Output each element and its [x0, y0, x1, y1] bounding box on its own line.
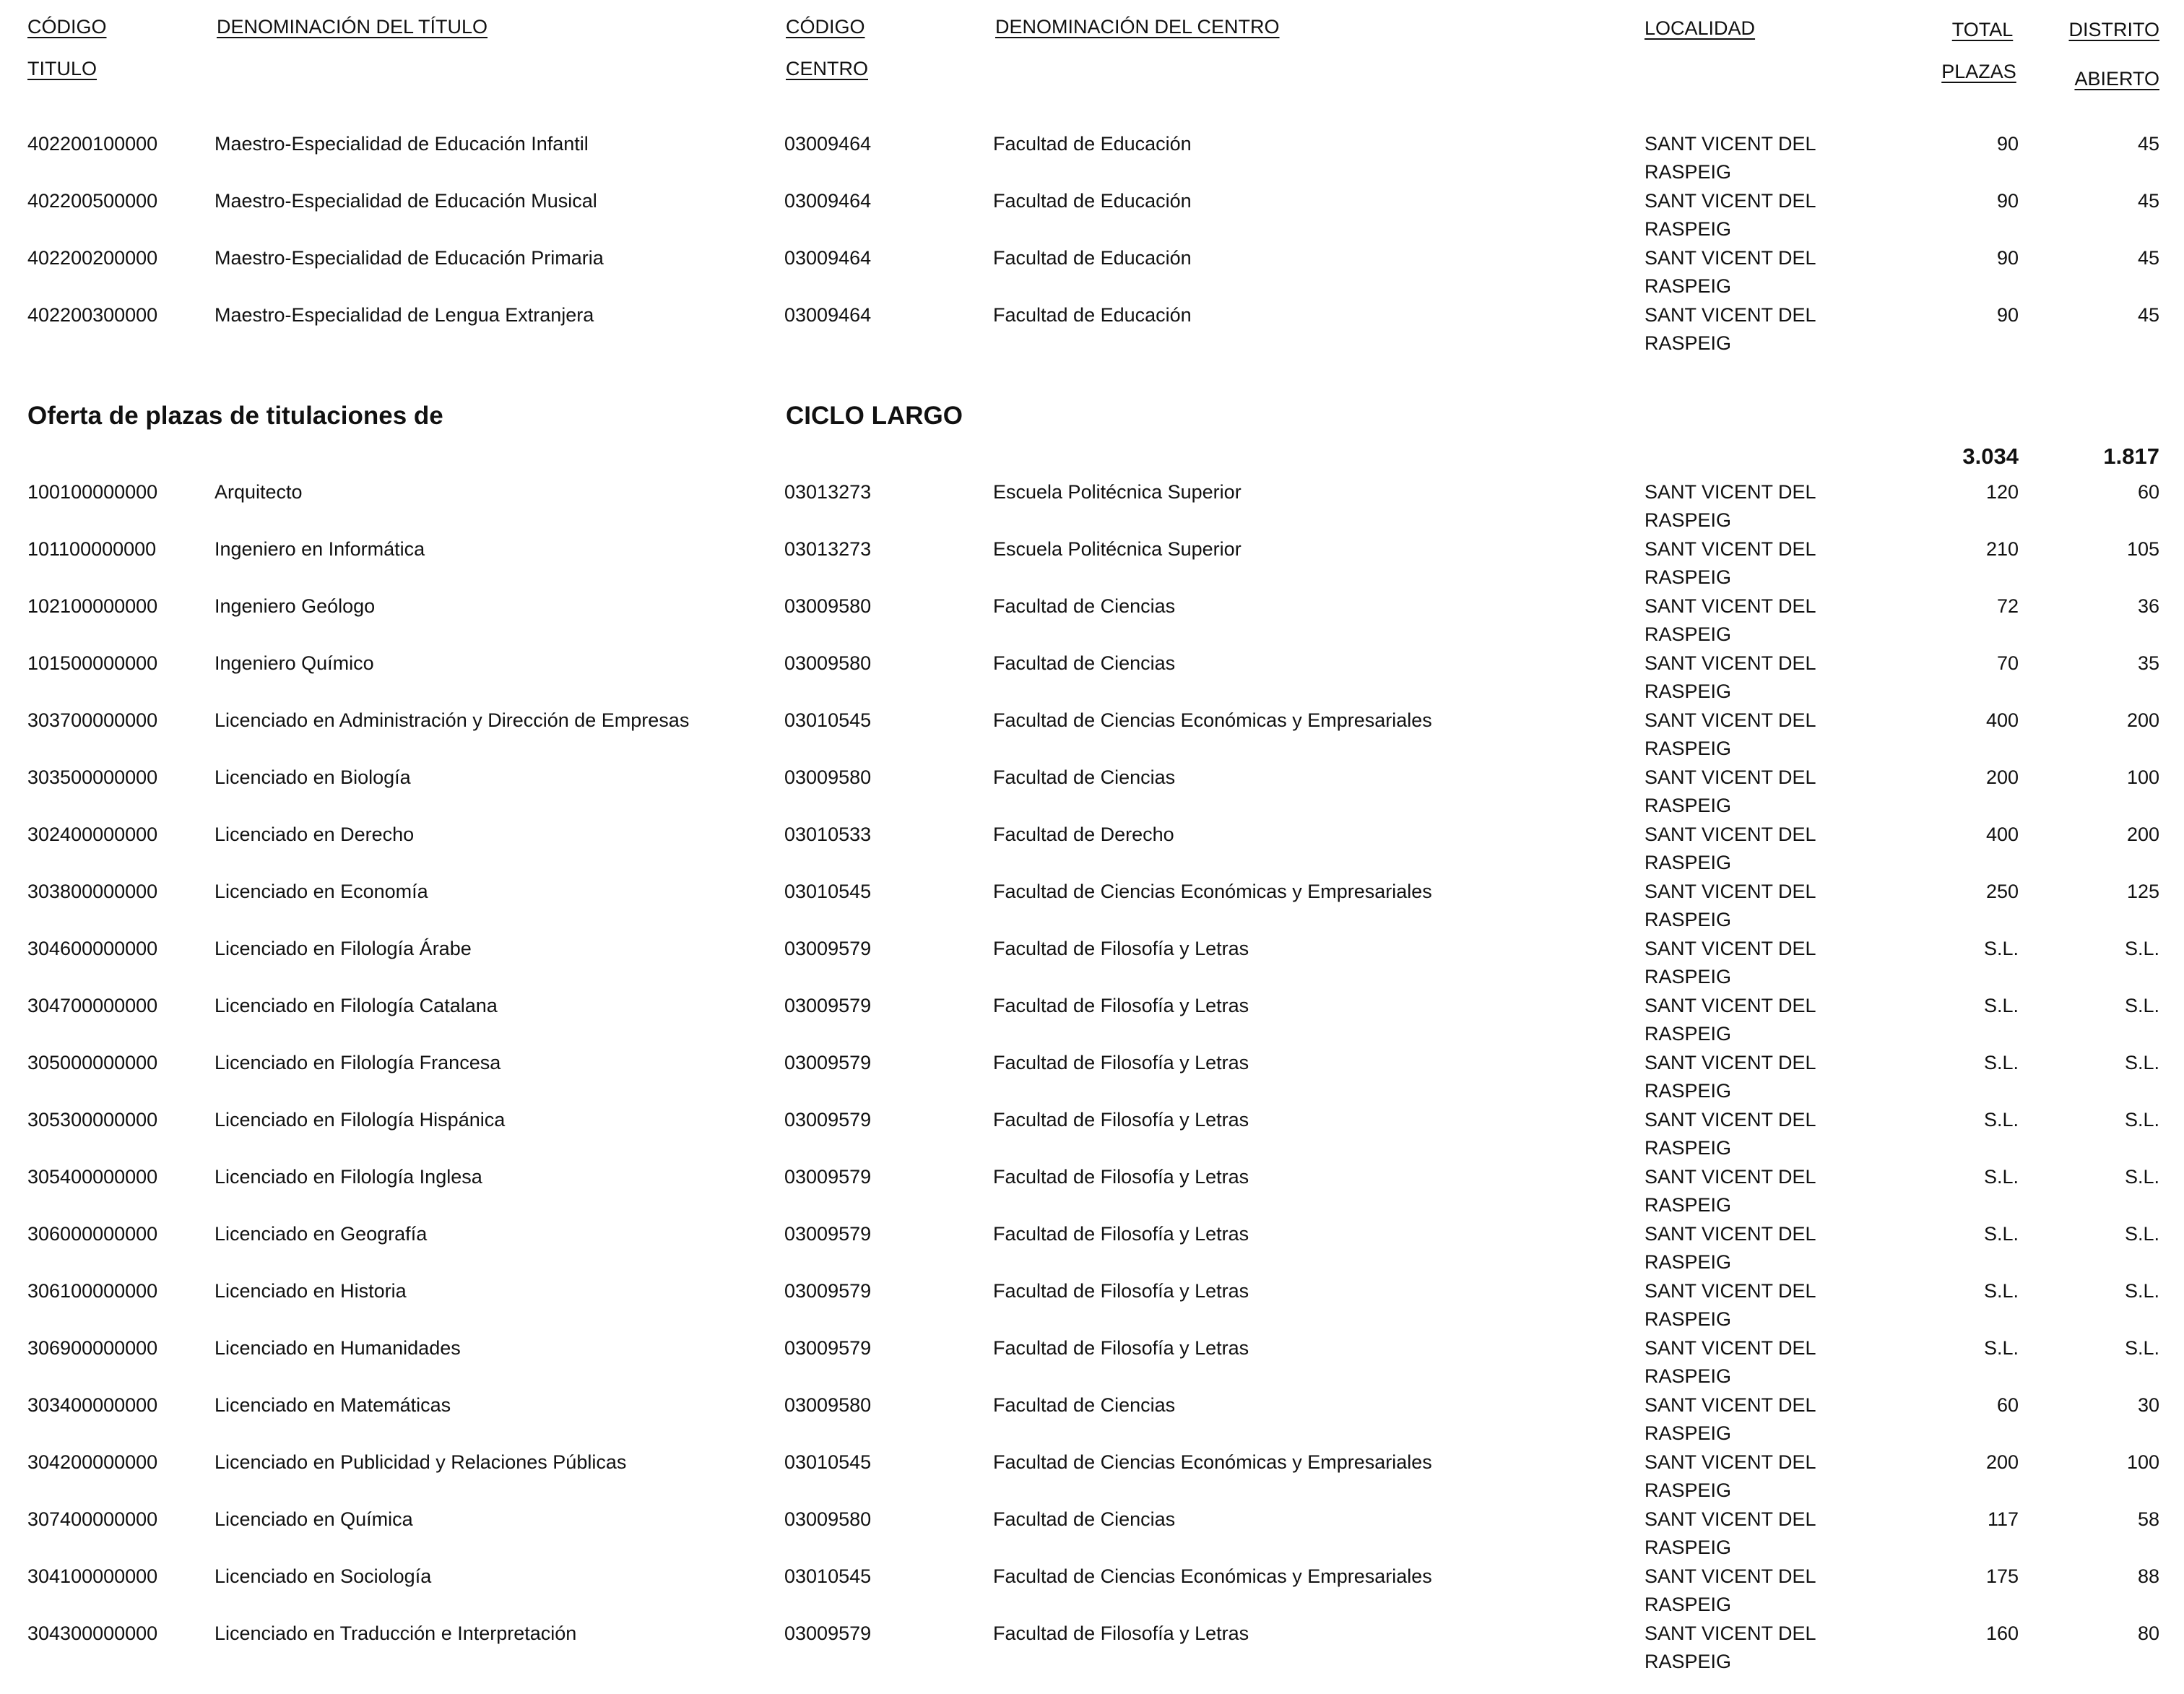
titulo-name: Licenciado en Publicidad y Relaciones Públicas	[214, 1451, 627, 1473]
titulo-code: 303800000000	[27, 881, 158, 902]
distrito-abierto: 45	[2137, 190, 2159, 212]
localidad: SANT VICENT DEL RASPEIG	[1644, 538, 1816, 588]
distrito-abierto: S.L.	[2124, 1166, 2159, 1188]
table-row	[0, 1049, 2184, 1107]
table-row	[0, 478, 2184, 536]
titulo-name: Licenciado en Filología Francesa	[214, 1052, 501, 1073]
titulo-code: 306900000000	[27, 1337, 158, 1359]
header-denominacion-centro: DENOMINACIÓN DEL CENTRO	[995, 16, 1280, 38]
total-plazas: 90	[1996, 190, 2019, 212]
centro-code: 03009580	[784, 1394, 872, 1416]
centro-code: 03010533	[784, 824, 872, 845]
distrito-abierto: 35	[2137, 652, 2159, 674]
titulo-name: Licenciado en Sociología	[214, 1565, 432, 1587]
total-plazas: 400	[1985, 709, 2019, 731]
titulo-name: Licenciado en Traducción e Interpretación	[214, 1622, 577, 1644]
centro-name: Facultad de Filosofía y Letras	[993, 1337, 1249, 1359]
table-row	[0, 1220, 2184, 1278]
titulo-code: 303400000000	[27, 1394, 158, 1416]
titulo-name: Ingeniero Químico	[214, 652, 374, 674]
centro-name: Escuela Politécnica Superior	[993, 481, 1242, 503]
centro-code: 03010545	[784, 709, 872, 731]
total-plazas: S.L.	[1983, 1052, 2019, 1073]
distrito-abierto: 58	[2137, 1508, 2159, 1530]
titulo-name: Maestro-Especialidad de Educación Primaria	[214, 247, 604, 269]
centro-code: 03009579	[784, 1052, 872, 1073]
table-row	[0, 878, 2184, 935]
section-label: Oferta de plazas de titulaciones de	[27, 402, 443, 430]
titulo-name: Licenciado en Matemáticas	[214, 1394, 451, 1416]
titulo-code: 305000000000	[27, 1052, 158, 1073]
titulo-code: 402200100000	[27, 133, 158, 155]
total-plazas: 90	[1996, 247, 2019, 269]
distrito-abierto: 88	[2137, 1565, 2159, 1587]
titulo-code: 306000000000	[27, 1223, 158, 1245]
localidad: SANT VICENT DEL RASPEIG	[1644, 1508, 1816, 1558]
centro-name: Facultad de Filosofía y Letras	[993, 1166, 1249, 1188]
distrito-abierto: 60	[2137, 481, 2159, 503]
titulo-name: Maestro-Especialidad de Lengua Extranjera	[214, 304, 594, 326]
centro-name: Facultad de Filosofía y Letras	[993, 1109, 1249, 1131]
centro-code: 03009579	[784, 1622, 872, 1644]
titulo-name: Licenciado en Biología	[214, 766, 411, 788]
centro-code: 03009579	[784, 1223, 872, 1245]
header-codigo-titulo-2: TITULO	[27, 58, 98, 79]
total-plazas: 210	[1985, 538, 2019, 560]
centro-name: Facultad de Derecho	[993, 824, 1174, 845]
distrito-abierto: 45	[2137, 133, 2159, 155]
centro-code: 03009579	[784, 1337, 872, 1359]
centro-code: 03009579	[784, 995, 872, 1016]
distrito-abierto: 36	[2137, 595, 2159, 617]
titulo-code: 304100000000	[27, 1565, 158, 1587]
centro-code: 03009579	[784, 1166, 872, 1188]
centro-code: 03009579	[784, 1109, 872, 1131]
distrito-abierto: S.L.	[2124, 1280, 2159, 1302]
titulo-code: 304700000000	[27, 995, 158, 1016]
localidad: SANT VICENT DEL RASPEIG	[1644, 1280, 1816, 1330]
titulo-name: Licenciado en Economía	[214, 881, 428, 902]
total-plazas: 400	[1985, 824, 2019, 845]
total-plazas: S.L.	[1983, 1280, 2019, 1302]
centro-code: 03009580	[784, 652, 872, 674]
titulo-name: Licenciado en Administración y Dirección de Empresas	[214, 709, 690, 731]
titulo-name: Maestro-Especialidad de Educación Musical	[214, 190, 597, 212]
distrito-abierto: 200	[2126, 709, 2159, 731]
localidad: SANT VICENT DEL RASPEIG	[1644, 1394, 1816, 1444]
titulo-code: 305400000000	[27, 1166, 158, 1188]
table-row	[0, 535, 2184, 593]
total-plazas: 60	[1996, 1394, 2019, 1416]
localidad: SANT VICENT DEL RASPEIG	[1644, 190, 1816, 240]
centro-name: Facultad de Ciencias Económicas y Empresariales	[993, 709, 1432, 731]
distrito-abierto: 100	[2126, 1451, 2159, 1473]
section-open: 1.817	[2103, 444, 2159, 469]
distrito-abierto: 80	[2137, 1622, 2159, 1644]
centro-name: Escuela Politécnica Superior	[993, 538, 1242, 560]
localidad: SANT VICENT DEL RASPEIG	[1644, 1109, 1816, 1159]
titulo-code: 302400000000	[27, 824, 158, 845]
titulo-name: Licenciado en Humanidades	[214, 1337, 461, 1359]
header-total-2: PLAZAS	[1941, 61, 2016, 82]
localidad: SANT VICENT DEL RASPEIG	[1644, 824, 1816, 873]
distrito-abierto: S.L.	[2124, 938, 2159, 959]
total-plazas: 200	[1985, 1451, 2019, 1473]
centro-code: 03009464	[784, 247, 872, 269]
distrito-abierto: S.L.	[2124, 1109, 2159, 1131]
titulo-name: Licenciado en Filología Inglesa	[214, 1166, 482, 1188]
header-total-1: TOTAL	[1951, 19, 2014, 40]
titulo-name: Ingeniero Geólogo	[214, 595, 376, 617]
localidad: SANT VICENT DEL RASPEIG	[1644, 1052, 1816, 1102]
table-row	[0, 1163, 2184, 1221]
table-row	[0, 706, 2184, 764]
total-plazas: 160	[1985, 1622, 2019, 1644]
titulo-name: Arquitecto	[214, 481, 303, 503]
table-row	[0, 764, 2184, 821]
centro-name: Facultad de Filosofía y Letras	[993, 1622, 1249, 1644]
titulo-code: 102100000000	[27, 595, 158, 617]
table-row	[0, 935, 2184, 993]
header-codigo-centro-2: CENTRO	[786, 58, 868, 79]
table-row	[0, 1563, 2184, 1620]
localidad: SANT VICENT DEL RASPEIG	[1644, 595, 1816, 645]
titulo-name: Licenciado en Derecho	[214, 824, 415, 845]
titulo-code: 307400000000	[27, 1508, 158, 1530]
localidad: SANT VICENT DEL RASPEIG	[1644, 481, 1816, 531]
section-cycle: CICLO LARGO	[786, 402, 963, 430]
centro-code: 03009579	[784, 938, 872, 959]
distrito-abierto: S.L.	[2124, 1337, 2159, 1359]
header-codigo-titulo-1: CÓDIGO	[27, 16, 107, 38]
table-row	[0, 1505, 2184, 1563]
table-row	[0, 649, 2184, 707]
table-row	[0, 301, 2184, 359]
header-distrito-2: ABIERTO	[2074, 68, 2159, 90]
titulo-code: 101500000000	[27, 652, 158, 674]
centro-name: Facultad de Ciencias Económicas y Empresariales	[993, 881, 1432, 902]
centro-name: Facultad de Educación	[993, 133, 1192, 155]
localidad: SANT VICENT DEL RASPEIG	[1644, 1166, 1816, 1216]
titulo-code: 303500000000	[27, 766, 158, 788]
table-row	[0, 187, 2184, 245]
total-plazas: S.L.	[1983, 1109, 2019, 1131]
centro-name: Facultad de Filosofía y Letras	[993, 995, 1249, 1016]
centro-name: Facultad de Filosofía y Letras	[993, 1280, 1249, 1302]
distrito-abierto: 200	[2126, 824, 2159, 845]
titulo-code: 304300000000	[27, 1622, 158, 1644]
total-plazas: 90	[1996, 304, 2019, 326]
centro-name: Facultad de Ciencias	[993, 1508, 1176, 1530]
total-plazas: S.L.	[1983, 1337, 2019, 1359]
centro-code: 03010545	[784, 1451, 872, 1473]
centro-code: 03009580	[784, 595, 872, 617]
titulo-code: 305300000000	[27, 1109, 158, 1131]
distrito-abierto: 30	[2137, 1394, 2159, 1416]
localidad: SANT VICENT DEL RASPEIG	[1644, 1622, 1816, 1672]
distrito-abierto: 105	[2126, 538, 2159, 560]
distrito-abierto: 100	[2126, 766, 2159, 788]
titulo-code: 304200000000	[27, 1451, 158, 1473]
centro-code: 03010545	[784, 881, 872, 902]
titulo-name: Licenciado en Filología Catalana	[214, 995, 498, 1016]
centro-name: Facultad de Filosofía y Letras	[993, 938, 1249, 959]
distrito-abierto: 125	[2126, 881, 2159, 902]
titulo-code: 303700000000	[27, 709, 158, 731]
centro-name: Facultad de Ciencias Económicas y Empresariales	[993, 1565, 1432, 1587]
centro-code: 03009464	[784, 133, 872, 155]
titulo-name: Ingeniero en Informática	[214, 538, 425, 560]
header-localidad: LOCALIDAD	[1644, 17, 1756, 39]
localidad: SANT VICENT DEL RASPEIG	[1644, 1565, 1816, 1615]
table-row	[0, 244, 2184, 302]
centro-name: Facultad de Filosofía y Letras	[993, 1223, 1249, 1245]
centro-code: 03009464	[784, 304, 872, 326]
distrito-abierto: S.L.	[2124, 1052, 2159, 1073]
total-plazas: 90	[1996, 133, 2019, 155]
titulo-code: 100100000000	[27, 481, 158, 503]
header-denominacion-titulo: DENOMINACIÓN DEL TÍTULO	[217, 16, 488, 38]
titulo-name: Licenciado en Filología Árabe	[214, 938, 472, 959]
titulo-name: Maestro-Especialidad de Educación Infantil	[214, 133, 589, 155]
table-row	[0, 592, 2184, 650]
centro-name: Facultad de Ciencias	[993, 652, 1176, 674]
centro-name: Facultad de Educación	[993, 247, 1192, 269]
titulo-code: 304600000000	[27, 938, 158, 959]
table-row	[0, 992, 2184, 1050]
distrito-abierto: 45	[2137, 304, 2159, 326]
centro-code: 03009580	[784, 766, 872, 788]
table-row	[0, 1391, 2184, 1449]
centro-name: Facultad de Ciencias	[993, 595, 1176, 617]
centro-code: 03009579	[784, 1280, 872, 1302]
total-plazas: S.L.	[1983, 938, 2019, 959]
table-row	[0, 821, 2184, 878]
localidad: SANT VICENT DEL RASPEIG	[1644, 766, 1816, 816]
total-plazas: 72	[1996, 595, 2019, 617]
section-total: 3.034	[1962, 444, 2019, 469]
total-plazas: 70	[1996, 652, 2019, 674]
titulo-name: Licenciado en Filología Hispánica	[214, 1109, 506, 1131]
total-plazas: S.L.	[1983, 1223, 2019, 1245]
centro-code: 03009464	[784, 190, 872, 212]
table-row	[0, 1620, 2184, 1677]
table-row	[0, 1106, 2184, 1164]
total-plazas: 200	[1985, 766, 2019, 788]
total-plazas: 175	[1985, 1565, 2019, 1587]
centro-code: 03013273	[784, 481, 872, 503]
localidad: SANT VICENT DEL RASPEIG	[1644, 304, 1816, 354]
header-codigo-centro-1: CÓDIGO	[786, 16, 865, 38]
localidad: SANT VICENT DEL RASPEIG	[1644, 1337, 1816, 1387]
localidad: SANT VICENT DEL RASPEIG	[1644, 652, 1816, 702]
total-plazas: 117	[1987, 1508, 2019, 1530]
titulo-code: 101100000000	[27, 538, 157, 560]
centro-name: Facultad de Educación	[993, 304, 1192, 326]
localidad: SANT VICENT DEL RASPEIG	[1644, 709, 1816, 759]
distrito-abierto: S.L.	[2124, 995, 2159, 1016]
total-plazas: S.L.	[1983, 1166, 2019, 1188]
total-plazas: S.L.	[1983, 995, 2019, 1016]
titulo-code: 402200200000	[27, 247, 158, 269]
total-plazas: 250	[1985, 881, 2019, 902]
centro-code: 03013273	[784, 538, 872, 560]
table-row	[0, 1448, 2184, 1506]
centro-name: Facultad de Ciencias	[993, 1394, 1176, 1416]
centro-name: Facultad de Filosofía y Letras	[993, 1052, 1249, 1073]
table-row	[0, 1334, 2184, 1392]
header-distrito-1: DISTRITO	[2068, 19, 2159, 40]
centro-name: Facultad de Ciencias	[993, 766, 1176, 788]
centro-name: Facultad de Ciencias Económicas y Empresariales	[993, 1451, 1432, 1473]
table-row	[0, 130, 2184, 188]
titulo-code: 402200500000	[27, 190, 158, 212]
localidad: SANT VICENT DEL RASPEIG	[1644, 247, 1816, 297]
localidad: SANT VICENT DEL RASPEIG	[1644, 938, 1816, 988]
titulo-name: Licenciado en Historia	[214, 1280, 407, 1302]
localidad: SANT VICENT DEL RASPEIG	[1644, 133, 1816, 183]
localidad: SANT VICENT DEL RASPEIG	[1644, 995, 1816, 1045]
localidad: SANT VICENT DEL RASPEIG	[1644, 1451, 1816, 1501]
titulo-name: Licenciado en Geografía	[214, 1223, 428, 1245]
centro-code: 03009580	[784, 1508, 872, 1530]
titulo-name: Licenciado en Química	[214, 1508, 413, 1530]
distrito-abierto: S.L.	[2124, 1223, 2159, 1245]
localidad: SANT VICENT DEL RASPEIG	[1644, 881, 1816, 930]
localidad: SANT VICENT DEL RASPEIG	[1644, 1223, 1816, 1273]
titulo-code: 306100000000	[27, 1280, 158, 1302]
centro-code: 03010545	[784, 1565, 872, 1587]
titulo-code: 402200300000	[27, 304, 158, 326]
distrito-abierto: 45	[2137, 247, 2159, 269]
total-plazas: 120	[1985, 481, 2019, 503]
table-row	[0, 1277, 2184, 1335]
centro-name: Facultad de Educación	[993, 190, 1192, 212]
